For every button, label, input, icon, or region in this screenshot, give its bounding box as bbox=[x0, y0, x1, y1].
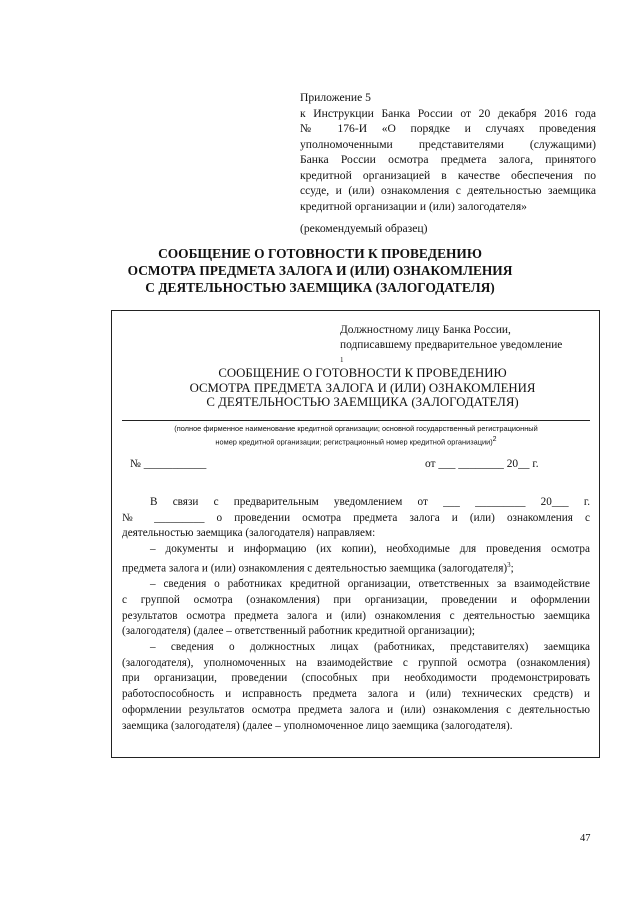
body-line: (залогодателя), уполномоченных на взаимодействие с группой осмотра (ознакомления) bbox=[122, 656, 590, 669]
appendix-header bbox=[300, 90, 596, 214]
form-title bbox=[150, 366, 575, 410]
body-text: ; bbox=[510, 562, 514, 575]
body-line bbox=[122, 558, 590, 577]
body-line: деятельностью заемщика (залогодателя) направляем: bbox=[122, 527, 376, 540]
caption-line bbox=[118, 434, 594, 447]
appendix-line: уполномоченными представителями (служащими) bbox=[300, 137, 596, 151]
form-title-line: ОСМОТРА ПРЕДМЕТА ЗАЛОГА И (ИЛИ) ОЗНАКОМЛЕНИЯ bbox=[189, 380, 536, 395]
body-line: – документы и информацию (их копии), необходимые для проведения осмотра bbox=[150, 543, 590, 556]
body-line: заемщика (залогодателя) (далее – уполномоченное лицо заемщика (залогодателя). bbox=[122, 719, 513, 732]
body-line: (залогодателя) (далее – ответственный работник кредитной организации); bbox=[122, 625, 475, 638]
appendix-line: ссуде, и (или) ознакомления с деятельностью заемщика bbox=[300, 184, 596, 197]
body-line: при организации, проведении (способных при необходимости продемонстрировать bbox=[122, 672, 590, 685]
body-line: № _________ о проведении осмотра предмета залога и (или) ознакомления с bbox=[122, 511, 590, 524]
body-line: – сведения о работниках кредитной организации, ответственных за взаимодействие bbox=[150, 578, 590, 591]
body-line: оформлении результатов осмотра предмета залога и (или) ознакомления с деятельностью bbox=[122, 703, 590, 716]
form-body bbox=[122, 495, 590, 734]
document-title bbox=[60, 245, 580, 296]
caption-line: (полное фирменное наименование кредитной организации; основной государственный регистрационный bbox=[174, 424, 538, 433]
addressee-line bbox=[340, 338, 595, 368]
document-title-line: СООБЩЕНИЕ О ГОТОВНОСТИ К ПРОВЕДЕНИЮ bbox=[158, 246, 482, 261]
body-line: В связи с предварительным уведомлением от ___ _________ 20___ г. bbox=[150, 496, 590, 508]
appendix-line: к Инструкции Банка России от 20 декабря 2016 года bbox=[300, 106, 596, 120]
body-text: предмета залога и (или) ознакомления с деятельностью заемщика (залогодателя) bbox=[122, 562, 508, 575]
recommended-sample-note: (рекомендуемый образец) bbox=[300, 222, 428, 235]
appendix-line: № 176-И «О порядке и случаях проведения bbox=[300, 122, 596, 135]
organization-caption bbox=[118, 423, 594, 447]
appendix-line: Банка России осмотра предмета залога, принятого bbox=[300, 153, 596, 166]
footnote-marker: 2 bbox=[492, 436, 497, 443]
addressee-line: Должностному лицу Банка России, bbox=[340, 324, 511, 336]
organization-name-fill-line bbox=[122, 420, 590, 421]
body-line: с группой осмотра (ознакомления) при организации, проведении и оформлении bbox=[122, 593, 590, 606]
document-title-line: ОСМОТРА ПРЕДМЕТА ЗАЛОГА И (ИЛИ) ОЗНАКОМЛЕНИЯ bbox=[127, 263, 513, 278]
form-title-line: СООБЩЕНИЕ О ГОТОВНОСТИ К ПРОВЕДЕНИЮ bbox=[218, 366, 507, 380]
document-number-field: № ___________ bbox=[130, 458, 207, 470]
caption-text: номер кредитной организации; регистрационный номер кредитной организации) bbox=[215, 437, 493, 447]
document-title-line: С ДЕЯТЕЛЬНОСТЬЮ ЗАЕМЩИКА (ЗАЛОГОДАТЕЛЯ) bbox=[145, 280, 495, 295]
body-line: работоспособность и исправность предмета залога и (или) технических средств) и bbox=[122, 688, 590, 701]
body-line: результатов осмотра предмета залога и (или) ознакомления с деятельностью заемщика bbox=[122, 609, 590, 622]
appendix-line: Приложение 5 bbox=[300, 91, 371, 104]
footnote-marker: 3 bbox=[507, 560, 511, 569]
appendix-line: кредитной организацией в качестве обеспечения по bbox=[300, 168, 596, 182]
form-title-line: С ДЕЯТЕЛЬНОСТЬЮ ЗАЕМЩИКА (ЗАЛОГОДАТЕЛЯ) bbox=[206, 395, 519, 409]
page-number: 47 bbox=[580, 833, 591, 844]
addressee-text: подписавшему предварительное уведомление bbox=[340, 339, 563, 351]
form-addressee bbox=[340, 323, 595, 368]
footnote-marker: 1 bbox=[340, 356, 344, 364]
appendix-line: кредитной организации и (или) залогодателя» bbox=[300, 199, 527, 213]
document-date-field: от ___ ________ 20__ г. bbox=[425, 458, 539, 470]
body-line: – сведения о должностных лицах (работниках, представителях) заемщика bbox=[150, 641, 590, 654]
